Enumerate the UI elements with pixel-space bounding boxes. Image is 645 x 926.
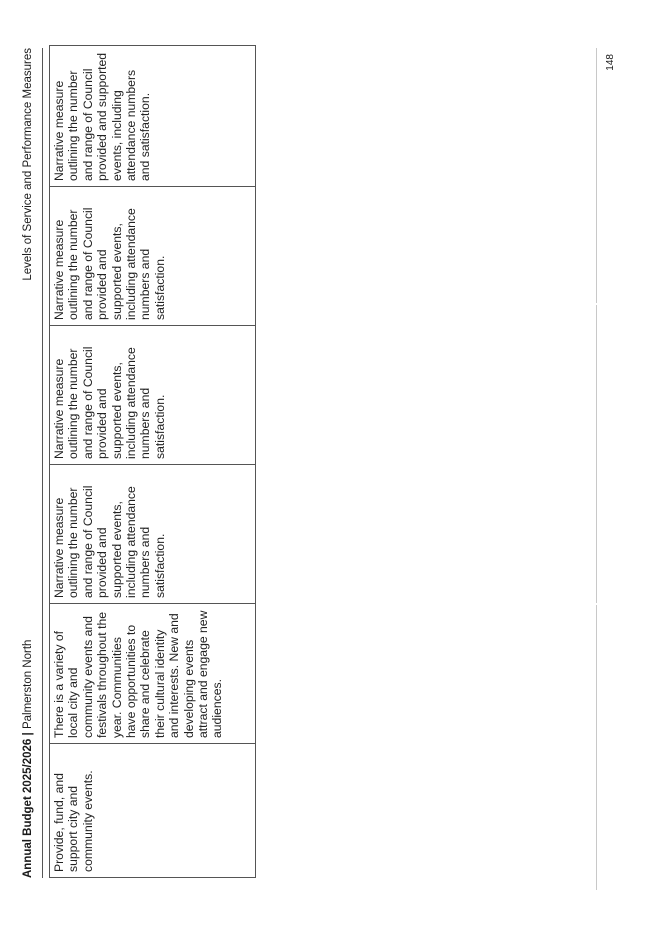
measure-cell: Narrative measure outlining the number and range of Council provided and supported events, including attendance numbers and satisfaction. [50, 187, 256, 326]
document-header [22, 640, 34, 878]
section-title: Levels of Service and Performance Measures [22, 48, 34, 281]
header-divider [42, 48, 43, 878]
page-number: 148 [605, 54, 616, 71]
document-title: Annual Budget 2025/2026 [22, 738, 34, 878]
table-row [50, 46, 256, 878]
measure-cell: Narrative measure outlining the number and range of Council provided and supported events, including attendance numbers and satisfaction. [50, 465, 256, 604]
performance-measures-table [49, 45, 256, 878]
organisation-name: Palmerston North [22, 639, 34, 730]
outcome-cell: There is a variety of local city and community events and festivals throughout the year. Communities have opportunities to share and celebrate their cultural identity and interests. New and developing events attract and engage new audiences. [50, 604, 256, 744]
service-cell: Provide, fund, and support city and community events. [50, 744, 256, 878]
measure-cell: Narrative measure outlining the number and range of Council provided and supported events, including attendance numbers and satisfaction. [50, 46, 256, 187]
header-separator: | [22, 732, 34, 736]
footer-divider [596, 48, 597, 890]
measure-cell: Narrative measure outlining the number and range of Council provided and supported events, including attendance numbers and satisfaction. [50, 326, 256, 465]
